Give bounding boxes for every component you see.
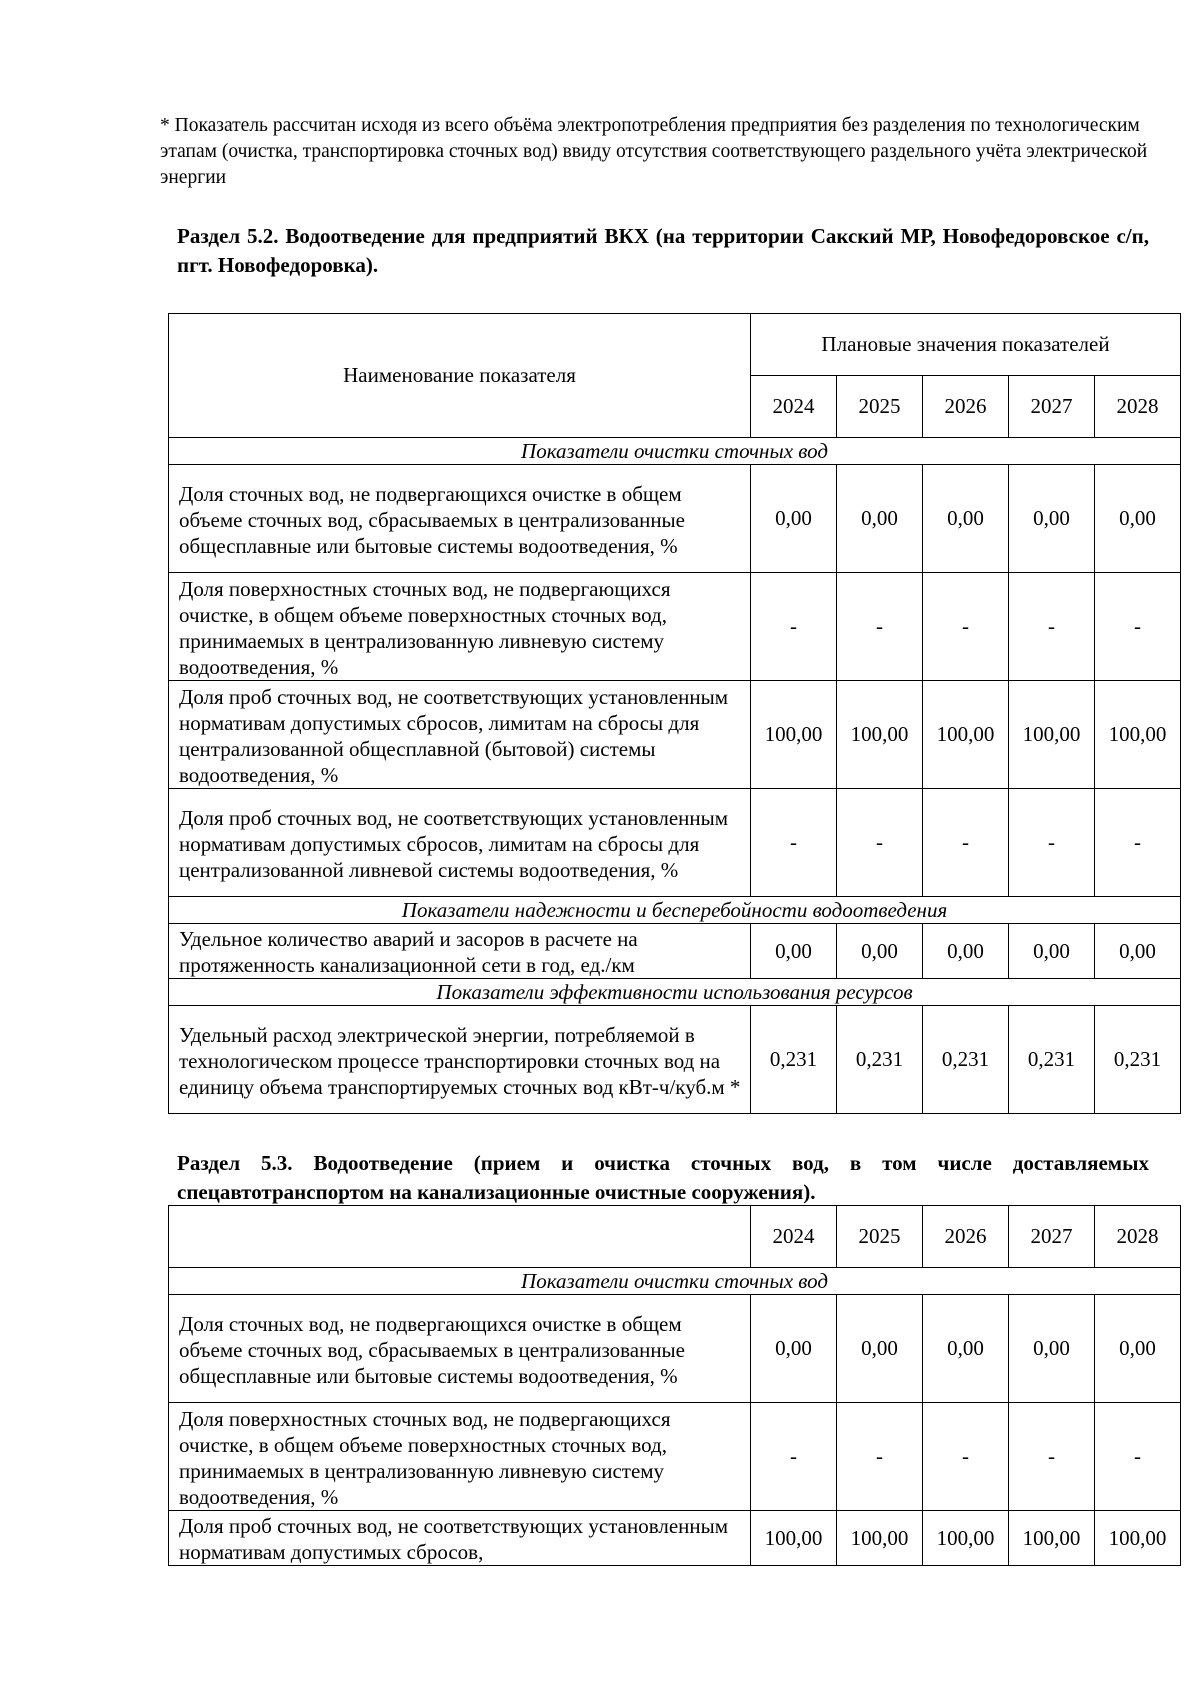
- indicator-value: -: [1009, 789, 1095, 897]
- indicator-value: 0,00: [1095, 465, 1181, 573]
- table-row: [169, 789, 1181, 897]
- indicator-name: Доля поверхностных сточных вод, не подвергающихся очистке, в общем объеме поверхностных сточных вод, принимаемых в централизованную ливневую систему водоотведения, %: [169, 1403, 751, 1511]
- indicator-name: Доля поверхностных сточных вод, не подвергающихся очистке, в общем объеме поверхностных сточных вод, принимаемых в централизованную ливневую систему водоотведения, %: [169, 573, 751, 681]
- year-header: 2026: [923, 1206, 1009, 1268]
- indicator-value: 0,00: [1095, 1295, 1181, 1403]
- table-row: [169, 1511, 1181, 1566]
- indicator-value: 0,00: [1009, 924, 1095, 979]
- year-header: 2024: [751, 1206, 837, 1268]
- table-row: [169, 681, 1181, 789]
- indicator-value: -: [751, 789, 837, 897]
- indicator-value: 0,00: [751, 1295, 837, 1403]
- indicator-name: Удельное количество аварий и засоров в расчете на протяженность канализационной сети в год, ед./км: [169, 924, 751, 979]
- indicator-name: Доля проб сточных вод, не соответствующих установленным нормативам допустимых сбросов,: [169, 1511, 751, 1566]
- year-header: 2027: [1009, 376, 1095, 438]
- indicator-value: -: [1009, 573, 1095, 681]
- indicator-value: 0,00: [837, 465, 923, 573]
- section-5-2-title: Раздел 5.2. Водоотведение для предприятий ВКХ (на территории Сакский МР, Новофедоровское с/п, пгт. Новофедоровка).: [177, 224, 1149, 277]
- indicator-name-header: Наименование показателя: [169, 314, 751, 438]
- indicator-value: 100,00: [1009, 681, 1095, 789]
- indicator-value: 0,231: [1009, 1006, 1095, 1114]
- indicator-value: -: [1009, 1403, 1095, 1511]
- indicator-name: Доля проб сточных вод, не соответствующих установленным нормативам допустимых сбросов, лимитам на сбросы для централизованной ливневой системы водоотведения, %: [169, 789, 751, 897]
- indicator-value: 100,00: [837, 1511, 923, 1566]
- indicator-value: -: [923, 1403, 1009, 1511]
- indicator-value: -: [923, 573, 1009, 681]
- indicator-value: 0,00: [923, 465, 1009, 573]
- plan-values-header: Плановые значения показателей: [751, 314, 1181, 376]
- indicator-value: 100,00: [1095, 1511, 1181, 1566]
- table-row: [169, 1295, 1181, 1403]
- indicator-value: 0,231: [923, 1006, 1009, 1114]
- section-5-3-table: [168, 1205, 1181, 1566]
- category-row: Показатели эффективности использования ресурсов: [169, 979, 1181, 1006]
- indicator-value: 100,00: [923, 681, 1009, 789]
- indicator-value: -: [837, 573, 923, 681]
- indicator-value: -: [1095, 1403, 1181, 1511]
- indicator-name: Удельный расход электрической энергии, потребляемой в технологическом процессе транспортировки сточных вод на единицу объема транспортируемых сточных вод кВт-ч/куб.м *: [169, 1006, 751, 1114]
- indicator-value: 0,00: [923, 1295, 1009, 1403]
- indicator-value: 0,00: [1009, 465, 1095, 573]
- indicator-value: -: [1095, 789, 1181, 897]
- table-row: [169, 1403, 1181, 1511]
- indicator-value: 0,00: [837, 924, 923, 979]
- year-header: 2028: [1095, 1206, 1181, 1268]
- year-header: 2025: [837, 1206, 923, 1268]
- year-header: 2026: [923, 376, 1009, 438]
- indicator-value: -: [923, 789, 1009, 897]
- indicator-value: -: [837, 1403, 923, 1511]
- indicator-value: 100,00: [751, 1511, 837, 1566]
- indicator-value: 100,00: [751, 681, 837, 789]
- year-header: 2025: [837, 376, 923, 438]
- indicator-value: 100,00: [923, 1511, 1009, 1566]
- category-row: Показатели очистки сточных вод: [169, 438, 1181, 465]
- year-header: 2028: [1095, 376, 1181, 438]
- indicator-value: 0,00: [837, 1295, 923, 1403]
- indicator-value: 0,00: [751, 465, 837, 573]
- indicator-value: 0,231: [837, 1006, 923, 1114]
- category-row: Показатели надежности и бесперебойности водоотведения: [169, 897, 1181, 924]
- indicator-value: 0,231: [751, 1006, 837, 1114]
- indicator-value: 0,00: [1095, 924, 1181, 979]
- table-row: [169, 1006, 1181, 1114]
- indicator-value: -: [751, 573, 837, 681]
- footnote: * Показатель рассчитан исходя из всего объёма электропотребления предприятия без разделения по технологическим этапам (очистка, транспортировка сточных вод) ввиду отсутствия соответствующего раздельного учёта электрической энергии: [160, 115, 1148, 188]
- section-5-2-table: [168, 313, 1181, 1114]
- year-header: 2027: [1009, 1206, 1095, 1268]
- indicator-value: 100,00: [1095, 681, 1181, 789]
- empty-header-cell: [169, 1206, 751, 1268]
- indicator-value: 0,00: [1009, 1295, 1095, 1403]
- indicator-value: -: [837, 789, 923, 897]
- table-row: [169, 465, 1181, 573]
- section-5-3-title: Раздел 5.3. Водоотведение (прием и очистка сточных вод, в том числе доставляемых спецавтотранспортом на канализационные очистные сооружения).: [177, 1151, 1149, 1204]
- indicator-name: Доля проб сточных вод, не соответствующих установленным нормативам допустимых сбросов, лимитам на сбросы для централизованной общесплавной (бытовой) системы водоотведения, %: [169, 681, 751, 789]
- indicator-value: 0,231: [1095, 1006, 1181, 1114]
- year-header: 2024: [751, 376, 837, 438]
- indicator-name: Доля сточных вод, не подвергающихся очистке в общем объеме сточных вод, сбрасываемых в централизованные общесплавные или бытовые системы водоотведения, %: [169, 1295, 751, 1403]
- indicator-name: Доля сточных вод, не подвергающихся очистке в общем объеме сточных вод, сбрасываемых в централизованные общесплавные или бытовые системы водоотведения, %: [169, 465, 751, 573]
- table-row: [169, 573, 1181, 681]
- indicator-value: -: [751, 1403, 837, 1511]
- indicator-value: 100,00: [837, 681, 923, 789]
- category-row: Показатели очистки сточных вод: [169, 1268, 1181, 1295]
- table-row: [169, 924, 1181, 979]
- indicator-value: 100,00: [1009, 1511, 1095, 1566]
- indicator-value: 0,00: [923, 924, 1009, 979]
- indicator-value: -: [1095, 573, 1181, 681]
- indicator-value: 0,00: [751, 924, 837, 979]
